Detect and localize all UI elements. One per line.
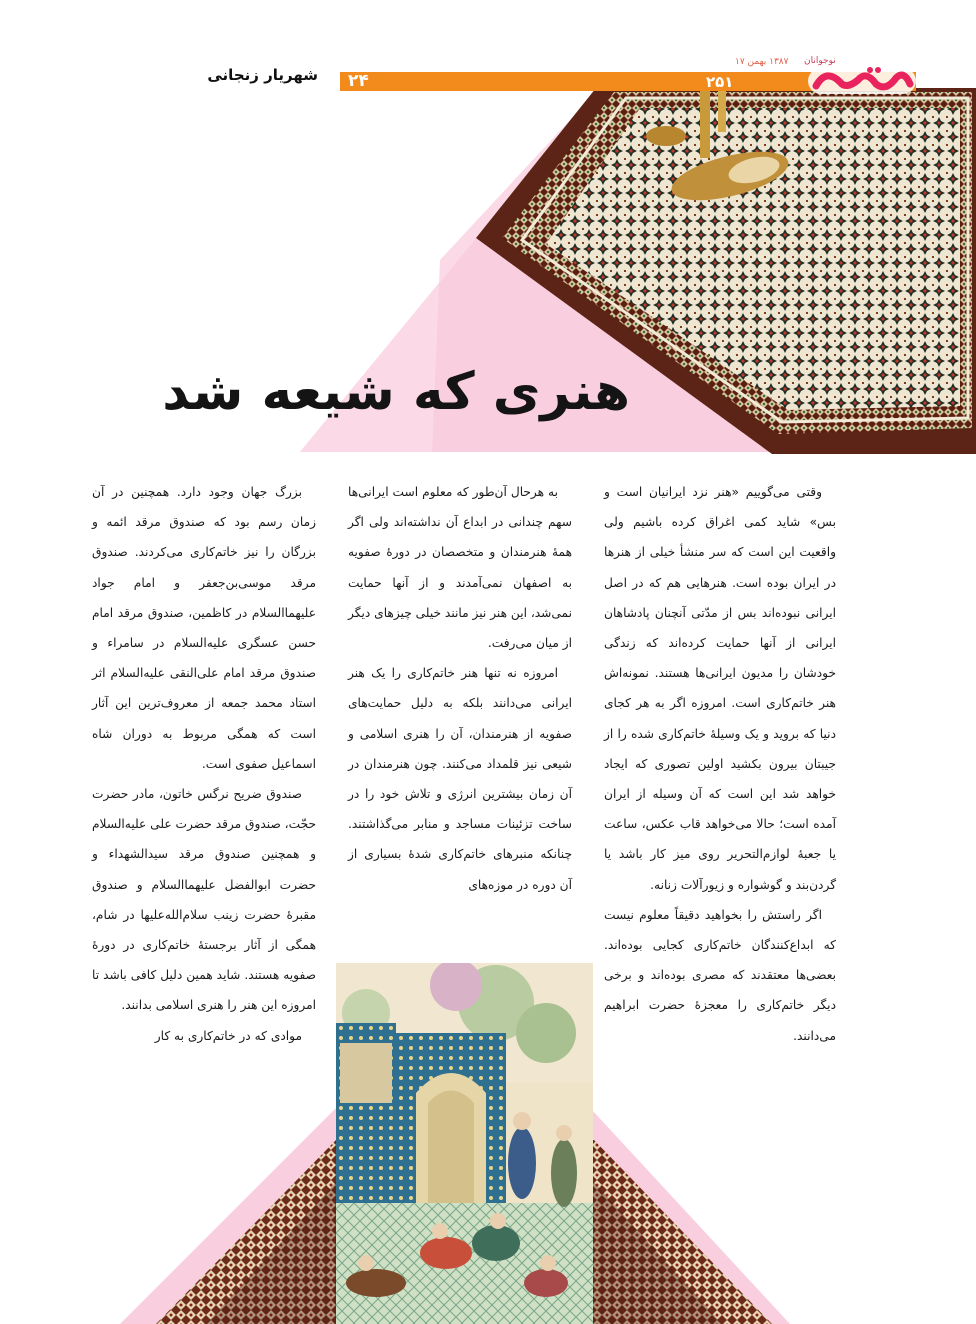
paragraph: صندوق ضریح نرگس خاتون، مادر حضرت حجّت، صندوق مرقد حضرت علی علیه‌السلام و همچنین صندوق مرقد سیدالشهداء و حضرت ابوالفضل علیهماالسلام و صندوق مقبرهٔ حضرت زینب سلام‌الله‌علیها در شام، همگی از آثار برجستهٔ خاتم‌کاری در دورهٔ صفویه هستند. شاید همین دلیل کافی باشد تا امروزه این هنر را هنری اسلامی بدانند. — [92, 787, 316, 1013]
issue-date: ۱۳۸۷ بهمن ۱۷ — [735, 57, 789, 67]
paragraph: بزرگ جهان وجود دارد. همچنین در آن زمان رسم بود که صندوق مرقد ائمه و بزرگان را نیز خاتم‌کاری می‌کردند. صندوق مرقد موسی‌بن‌جعفر و امام جواد علیهماالسلام در کاظمین، صندوق مرقد امام حسن عسگری علیه‌السلام در سامراء و صندوق مرقد امام علی‌النقی علیه‌السلام اثر استاد محمد جمعه از معروف‌ترین این آثار است که همگی مربوط به دوران شاه اسماعیل صفوی است. — [92, 485, 316, 771]
paragraph: به هرحال آن‌طور که معلوم است ایرانی‌ها سهم چندانی در ابداع آن نداشته‌اند ولی اگر همهٔ هنرمندان و متخصصان در دورهٔ صفویه به اصفهان نمی‌آمدند و از آنها حمایت نمی‌شد، این هنر نیز مانند خیلی چیزهای دیگر از میان می‌رفت. — [348, 485, 572, 651]
issue-number: ۲۵۱ — [706, 73, 734, 91]
paragraph: اگر راستش را بخواهید دقیقاً معلوم نیست که ابداع‌کنندگان خاتم‌کاری کجایی بوده‌اند. بعضی‌ها معتقدند که مصری بوده‌اند و برخی دیگر خاتم‌کاری را معجزهٔ حضرت ابراهیم می‌دانند. — [604, 907, 836, 1043]
persian-miniature-painting-image — [336, 963, 593, 1324]
article-column-left — [92, 477, 316, 1051]
paragraph: موادی که در خاتم‌کاری به کار — [154, 1028, 302, 1043]
article-title: هنری که شیعه شد — [162, 362, 630, 422]
khatam-frame-corners-image — [592, 1140, 782, 1324]
paragraph: امروزه نه تنها هنر خاتم‌کاری را یک هنر ایرانی می‌دانند بلکه به دلیل حمایت‌های صفویه از هنرمندان، آن را هنری اسلامی و شیعی نیز قلمداد می‌کنند. چون هنرمندان در آن زمان بیشترین انرژی و تلاش خود را در ساخت تزئینات مساجد و منابر می‌گذاشتند. چنانکه منبرهای خاتم‌کاری شدهٔ بسیاری از آن دوره در موزه‌های — [348, 666, 572, 892]
logo-subtitle: نوجوانان — [804, 56, 836, 66]
article-column-right — [604, 477, 836, 1051]
page-number: ۲۴ — [348, 71, 369, 91]
author-name: شهریار زنجانی — [207, 66, 318, 84]
paragraph: وقتی می‌گوییم «هنر نزد ایرانیان است و بس» شاید کمی اغراق کرده باشیم ولی واقعیت این است که سر منشأ خیلی از هنرها در ایران بوده است. هنرهایی هم که در اصل ایرانی نبوده‌اند بس از مدّتی آنچنان پادشاهان ایرانی از آنها حمایت کرده‌اند که زندگی خودشان را مدیون ایرانی‌ها هستند. نمونه‌اش هنر خاتم‌کاری است. امروزه اگر به هر کجای دنیا که بروید و یک وسیلهٔ خاتم‌کاری شده را از جیبتان بیرون بکشید اولین تصوری که ایجاد خواهد شد این است که آن وسیله از ایران آمده است؛ حالا می‌خواهد قاب عکس، ساعت یا جعبهٔ لوازم‌التحریر روی میز کار باشد یا گردن‌بند و گوشواره و زیورآلات زنانه. — [604, 485, 836, 892]
doost-magazine-logo — [806, 62, 918, 96]
khatam-frame-corners-image — [146, 1140, 338, 1324]
article-column-middle — [348, 477, 572, 900]
